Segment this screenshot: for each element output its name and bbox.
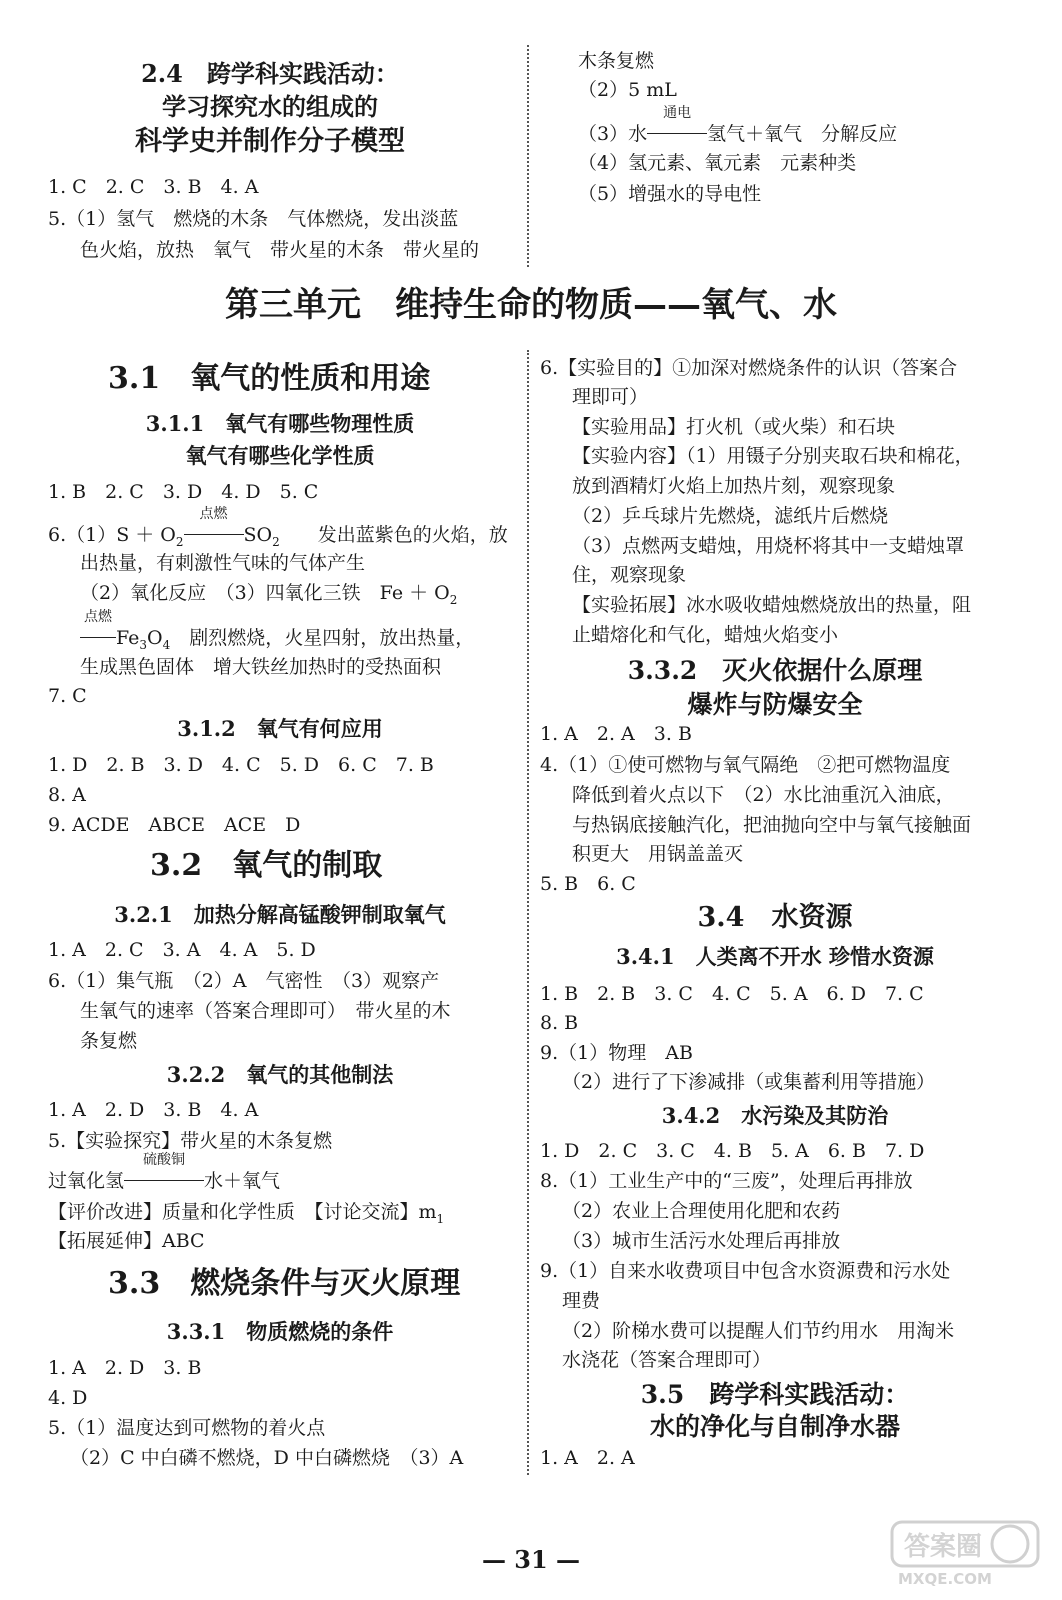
answer-line: 1. A 2. A 3. B	[540, 723, 692, 745]
answer-line: 4. D	[48, 1387, 88, 1409]
product: Fe	[116, 627, 140, 649]
reaction-condition: 通电	[663, 105, 692, 121]
section-title-2-4-line3: 科学史并制作分子模型	[135, 126, 405, 157]
subsection-title-3-1-2: 3.1.2 氧气有何应用	[177, 716, 383, 741]
section-title-3-2: 3.2 氧气的制取	[150, 848, 383, 883]
answer-line: 【实验内容】（1）用镊子分别夹取石块和棉花，	[572, 445, 974, 467]
subscript: 2	[449, 592, 458, 607]
reaction-arrow	[647, 105, 707, 147]
answer-line: 色火焰，放热 氧气 带火星的木条 带火星的	[80, 239, 480, 261]
subscript: 3	[139, 637, 148, 652]
answer-line: 止蜡熔化和气化，蜡烛火焰变小	[572, 624, 839, 646]
section-title-2-4-line2: 学习探究水的组成的	[162, 92, 378, 121]
answer-line: 【拓展延伸】ABC	[48, 1230, 205, 1252]
answer-line: （3）点燃两支蜡烛，用烧杯将其中一支蜡烛罩	[572, 535, 965, 557]
reaction-arrow	[184, 506, 244, 548]
answer-line: （2）农业上合理使用化肥和农药	[562, 1200, 841, 1222]
subscript: 2	[175, 534, 184, 549]
answer-line: （3）城市生活污水处理后再排放	[562, 1230, 841, 1252]
equation-line	[578, 105, 898, 147]
watermark-text: 答案圈	[904, 1532, 983, 1562]
watermark-logo-icon	[890, 1518, 1040, 1588]
answer-line: 1. D 2. B 3. D 4. C 5. D 6. C 7. B	[48, 754, 434, 776]
page-number: — 31 —	[481, 1545, 581, 1574]
answer-line	[80, 580, 457, 613]
answer-line: 5. B 6. C	[540, 873, 636, 895]
equation-prefix: 6.（1）S ＋ O	[48, 524, 176, 546]
answer-line: 1. A 2. D 3. B	[48, 1357, 202, 1379]
answer-line: 4.（1）①使可燃物与氧气隔绝 ②把可燃物温度	[540, 754, 951, 776]
section-title-3-5: 3.5 跨学科实践活动：	[640, 1380, 910, 1409]
answer-line: 住，观察现象	[572, 564, 687, 586]
answer-line: （2）进行了下渗减排（或集蓄利用等措施）	[562, 1071, 936, 1093]
subsection-title-3-2-1: 3.2.1 加热分解高锰酸钾制取氧气	[114, 902, 446, 927]
answer-line: 降低到着火点以下 （2）水比油重沉入油底，	[572, 784, 955, 806]
equation-line	[80, 609, 475, 658]
answer-line: 生氧气的速率（答案合理即可） 带火星的木	[80, 1000, 451, 1022]
subscript: 1	[436, 1211, 445, 1226]
answer-line: 放到酒精灯火焰上加热片刻，观察现象	[572, 475, 896, 497]
answer-line: 条复燃	[80, 1030, 138, 1052]
answer-line: 1. D 2. C 3. C 4. B 5. A 6. B 7. D	[540, 1140, 925, 1162]
section-title-3-4: 3.4 水资源	[697, 902, 853, 933]
subscript: 4	[162, 637, 171, 652]
answer-line: 6.【实验目的】①加深对燃烧条件的认识（答案合	[540, 357, 958, 379]
reaction-condition: 硫酸铜	[143, 1152, 186, 1168]
column-divider	[527, 350, 529, 1475]
equation-suffix: 氢气＋氧气 分解反应	[707, 123, 898, 145]
answer-line: 7. C	[48, 685, 87, 707]
answer-line: 8. B	[540, 1012, 579, 1034]
answer-line: 出热量，有刺激性气味的气体产生	[80, 552, 366, 574]
answer-line: （2）5 mL	[578, 79, 677, 101]
answer-line: 5.（1）温度达到可燃物的着火点	[48, 1417, 326, 1439]
subsection-title-3-4-1: 3.4.1 人类离不开水 珍惜水资源	[616, 944, 934, 969]
product: O	[147, 627, 163, 649]
answer-line: 理费	[562, 1290, 601, 1312]
answer-line: 1. B 2. C 3. D 4. D 5. C	[48, 481, 319, 503]
answer-line	[48, 1199, 444, 1232]
answer-line: 1. A 2. A	[540, 1447, 635, 1469]
watermark-url: MXQE.COM	[898, 1570, 992, 1588]
answer-line: 1. A 2. C 3. A 4. A 5. D	[48, 939, 316, 961]
answer-line: 1. C 2. C 3. B 4. A	[48, 176, 259, 198]
answer-line: 5.【实验探究】带火星的木条复燃	[48, 1130, 333, 1152]
answer-line: 9.（1）物理 AB	[540, 1042, 693, 1064]
answer-line: 积更大 用锅盖盖灭	[572, 843, 744, 865]
subsection-title-3-1-1: 3.1.1 氧气有哪些物理性质	[145, 411, 415, 436]
equation-prefix: 过氧化氢	[48, 1170, 125, 1192]
section-title-3-5-b: 水的净化与自制净水器	[649, 1412, 900, 1441]
reaction-arrow	[124, 1152, 204, 1194]
answer-line: 8. A	[48, 784, 86, 806]
equation-prefix: （3）水	[578, 123, 648, 145]
unit-title: 第三单元 维持生命的物质——氧气、水	[225, 285, 837, 325]
answer-line: 9. ACDE ABCE ACE D	[48, 814, 301, 836]
answer-line: 【实验拓展】冰水吸收蜡烛燃烧放出的热量，阻	[572, 594, 972, 616]
column-divider-top	[527, 45, 529, 267]
subsection-title-3-2-2: 3.2.2 氧气的其他制法	[166, 1062, 394, 1087]
answer-line: 【实验用品】打火机（或火柴）和石块	[572, 416, 896, 438]
answer-line: 理即可）	[572, 386, 649, 408]
subscript: 2	[272, 534, 280, 549]
reaction-condition: 点燃	[84, 609, 112, 625]
answer-line: 8.（1）工业生产中的“三废”，处理后再排放	[540, 1170, 913, 1192]
subsection-title-3-3-1: 3.3.1 物质燃烧的条件	[166, 1319, 394, 1344]
answer-line: 生成黑色固体 增大铁丝加热时的受热面积	[80, 656, 442, 678]
reaction-arrow	[80, 609, 116, 651]
section-title-2-4-line1: 2.4 跨学科实践活动：	[141, 59, 399, 88]
answer-line: 1. B 2. B 3. C 4. C 5. A 6. D 7. C	[540, 983, 924, 1005]
equation-rest: 剧烈燃烧，火星四射，放出热量，	[170, 627, 475, 649]
product: SO	[243, 524, 273, 546]
answer-line: 1. A 2. D 3. B 4. A	[48, 1099, 259, 1121]
reaction-condition: 点燃	[199, 506, 228, 522]
subsection-title-3-1-1-b: 氧气有哪些化学性质	[185, 443, 375, 468]
answer-line: （2）阶梯水费可以提醒人们节约用水 用淘米	[562, 1320, 955, 1342]
subsection-title-3-4-2: 3.4.2 水污染及其防治	[661, 1103, 889, 1128]
answer-line: （5）增强水的导电性	[578, 183, 762, 205]
section-title-3-1: 3.1 氧气的性质和用途	[108, 361, 431, 396]
subsection-title-3-3-2: 3.3.2 灭火依据什么原理	[627, 656, 923, 685]
answer-line: 与热锅底接触汽化，把油抛向空中与氧气接触面	[572, 814, 972, 836]
answer-text: （2）氧化反应 （3）四氧化三铁 Fe ＋ O	[80, 582, 450, 604]
equation-line	[48, 1152, 281, 1194]
answer-line: 5.（1）氢气 燃烧的木条 气体燃烧，发出淡蓝	[48, 208, 459, 230]
watermark-logo	[890, 1518, 1040, 1588]
answer-line: 水浇花（答案合理即可）	[562, 1349, 772, 1371]
answer-line: 木条复燃	[578, 50, 655, 72]
answer-line: （2）C 中白磷不燃烧，D 中白磷燃烧 （3）A	[70, 1447, 464, 1469]
answer-text: 【评价改进】质量和化学性质 【讨论交流】m	[48, 1201, 437, 1223]
answer-line: 6.（1）集气瓶 （2）A 气密性 （3）观察产	[48, 970, 440, 992]
equation-suffix: 水＋氧气	[204, 1170, 281, 1192]
answer-line: （2）乒乓球片先燃烧，滤纸片后燃烧	[572, 505, 889, 527]
answer-line: 9.（1）自来水收费项目中包含水资源费和污水处	[540, 1260, 951, 1282]
equation-rest: 发出蓝紫色的火焰，放	[279, 524, 508, 546]
answer-line: （4）氢元素、氧元素 元素种类	[578, 152, 857, 174]
subsection-title-3-3-2-b: 爆炸与防爆安全	[687, 690, 863, 719]
section-title-3-3: 3.3 燃烧条件与灭火原理	[108, 1266, 461, 1301]
